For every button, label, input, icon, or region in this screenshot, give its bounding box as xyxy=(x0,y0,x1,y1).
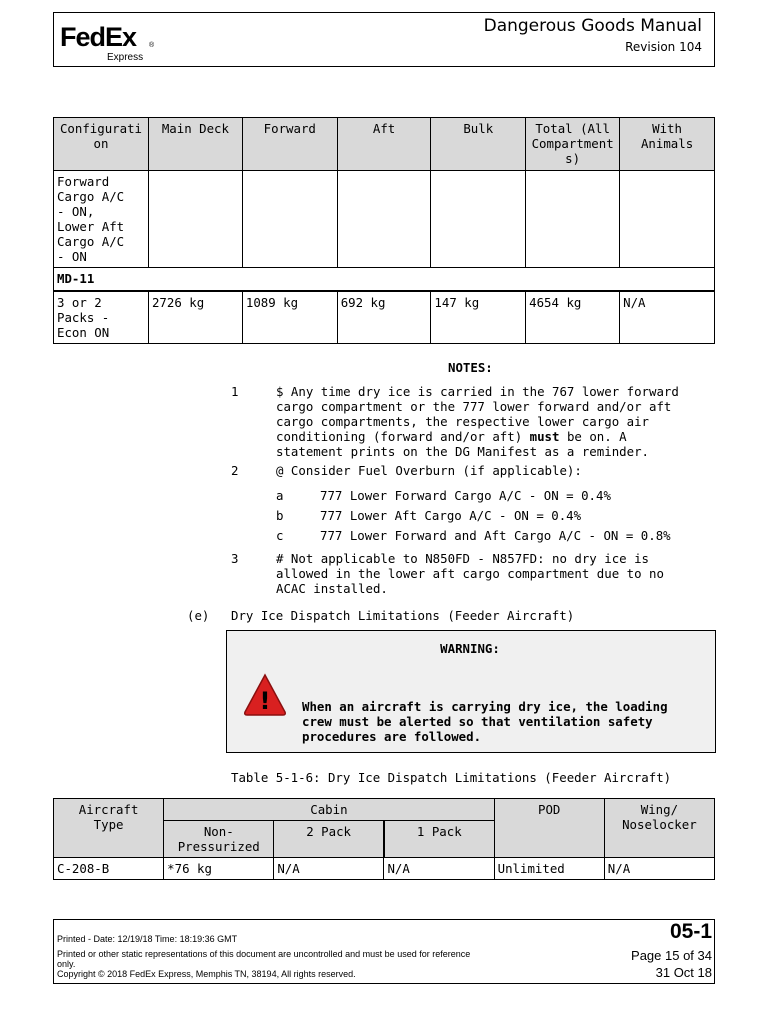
col-header: Total (All Compartment s) xyxy=(526,118,620,171)
col-header: POD xyxy=(494,799,604,858)
table-cell: N/A xyxy=(604,858,714,880)
table-cell: 147 kg xyxy=(431,291,526,344)
table-cell xyxy=(620,171,715,268)
sub-letter: c xyxy=(276,528,284,543)
col-header: 1 Pack xyxy=(384,821,494,858)
col-header: Non- Pressurized xyxy=(164,821,274,858)
note-2: @ Consider Fuel Overburn (if applicable): xyxy=(276,463,582,478)
table-row xyxy=(54,291,715,344)
table-cell: C-208-B xyxy=(54,858,164,880)
logo-sub: Express xyxy=(107,52,144,62)
revision-label: Revision 104 xyxy=(625,40,702,54)
section-number: 05-1 xyxy=(669,920,712,943)
note-1: $ Any time dry ice is carried in the 767 lower forward cargo compartment or the 777 lower forward and/or aft cargo compartments, the respective lower cargo air conditioning (forward and/or aft) must be on. A statement prints on the DG Manifest as a reminder. xyxy=(276,384,679,459)
table-caption: Table 5-1-6: Dry Ice Dispatch Limitations (Feeder Aircraft) xyxy=(231,770,672,785)
table-cell: N/A xyxy=(274,858,384,880)
sub-letter: b xyxy=(276,508,284,523)
fedex-logo xyxy=(60,20,156,62)
col-header: Aircraft Type xyxy=(54,799,164,858)
table-cell: 692 kg xyxy=(337,291,431,344)
table-cell: 3 or 2 Packs - Econ ON xyxy=(54,291,149,344)
sub-item: 777 Lower Aft Cargo A/C - ON = 0.4% xyxy=(320,508,582,523)
table-cell: N/A xyxy=(384,858,494,880)
warning-text: When an aircraft is carrying dry ice, the loading crew must be alerted so that ventilation safety procedures are followed. xyxy=(302,699,668,744)
table-cell xyxy=(431,171,526,268)
copyright: Copyright © 2018 FedEx Express, Memphis TN, 38194, All rights reserved. xyxy=(57,969,356,979)
table-cell: N/A xyxy=(620,291,715,344)
table-cell xyxy=(337,171,431,268)
sub-item: 777 Lower Forward and Aft Cargo A/C - ON = 0.8% xyxy=(320,528,671,543)
manual-title: Dangerous Goods Manual xyxy=(483,16,702,36)
col-header: Forward xyxy=(242,118,337,171)
table-row xyxy=(54,858,715,880)
feeder-limits-table xyxy=(53,798,715,880)
page-number: Page 15 of 34 xyxy=(631,948,712,963)
note-number: 2 xyxy=(231,463,239,478)
revision-date: 31 Oct 18 xyxy=(655,965,712,980)
notes-title: NOTES: xyxy=(448,360,493,375)
col-header: Configurati on xyxy=(54,118,149,171)
warning-title: WARNING: xyxy=(440,641,500,656)
col-header: Cabin xyxy=(164,799,494,821)
section-row xyxy=(54,268,715,291)
col-header: Main Deck xyxy=(148,118,242,171)
col-header: Bulk xyxy=(431,118,526,171)
col-header: Aft xyxy=(337,118,431,171)
warning-icon xyxy=(243,672,287,718)
print-date: Printed - Date: 12/19/18 Time: 18:19:36 GMT xyxy=(57,934,238,944)
table-cell xyxy=(148,171,242,268)
note-3: # Not applicable to N850FD - N857FD: no dry ice is allowed in the lower aft cargo compartment due to no ACAC installed. xyxy=(276,551,664,596)
md11-limits-table xyxy=(53,117,715,344)
table-cell: *76 kg xyxy=(164,858,274,880)
table-header-row xyxy=(54,118,715,171)
col-header: With Animals xyxy=(620,118,715,171)
table-header-row xyxy=(54,799,715,821)
section-e-label: (e) xyxy=(187,608,210,623)
sub-letter: a xyxy=(276,488,284,503)
table-cell: Unlimited xyxy=(494,858,604,880)
note-number: 1 xyxy=(231,384,239,399)
svg-text:®: ® xyxy=(149,42,155,49)
col-header: 2 Pack xyxy=(274,821,384,858)
note-number: 3 xyxy=(231,551,239,566)
table-cell: 4654 kg xyxy=(526,291,620,344)
table-row xyxy=(54,171,715,268)
table-cell xyxy=(242,171,337,268)
logo-main: FedEx xyxy=(60,22,137,52)
table-cell: Forward Cargo A/C - ON, Lower Aft Cargo A/C - ON xyxy=(54,171,149,268)
table-cell xyxy=(526,171,620,268)
svg-text:!: ! xyxy=(259,687,271,715)
section-e-title: Dry Ice Dispatch Limitations (Feeder Aircraft) xyxy=(231,608,575,623)
table-cell: 1089 kg xyxy=(242,291,337,344)
table-cell: 2726 kg xyxy=(148,291,242,344)
col-header: Wing/ Noselocker xyxy=(604,799,714,858)
section-label: MD-11 xyxy=(54,268,715,291)
disclaimer: Printed or other static representations of this document are uncontrolled and must be used for reference only. xyxy=(57,949,471,969)
sub-item: 777 Lower Forward Cargo A/C - ON = 0.4% xyxy=(320,488,611,503)
